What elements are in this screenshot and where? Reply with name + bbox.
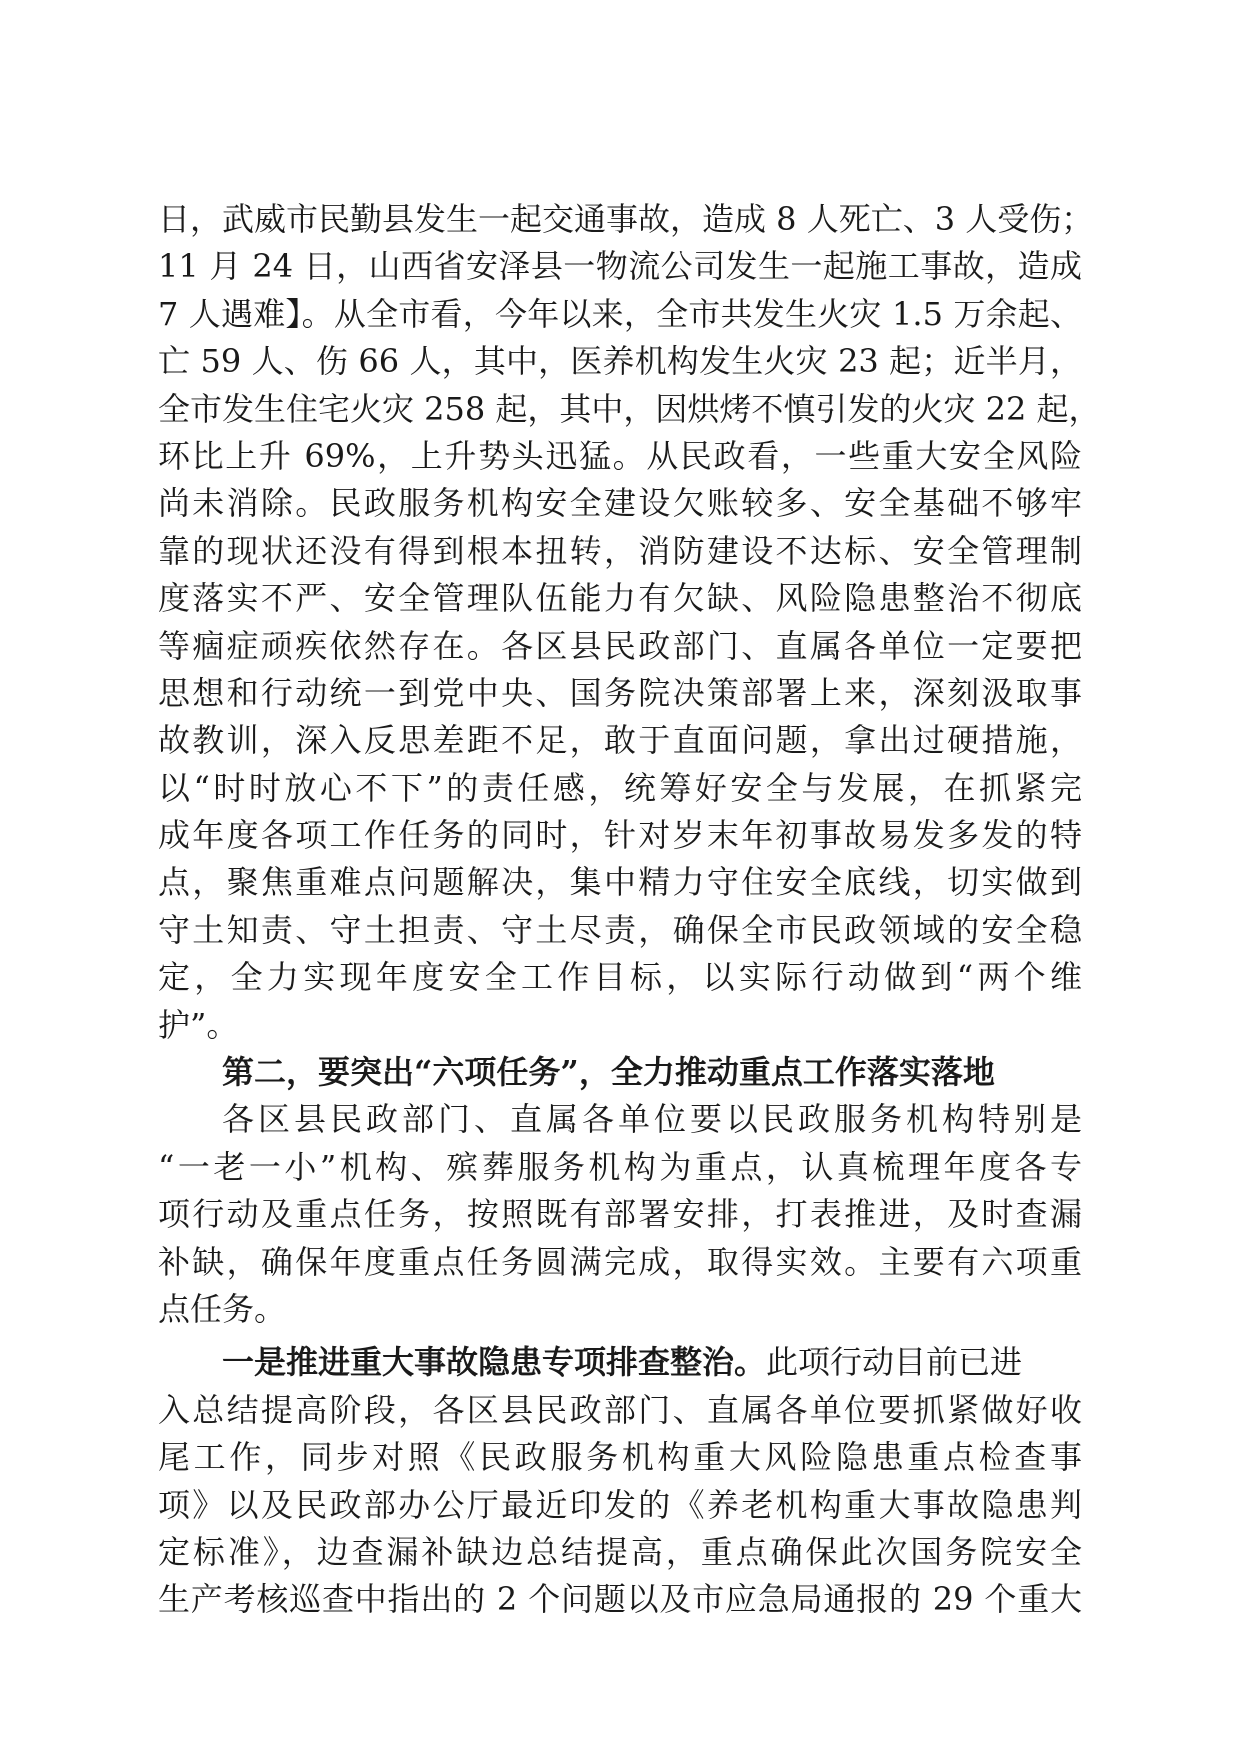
text-line: 尾工作，同步对照《民政服务机构重大风险隐患重点检查事 — [158, 1438, 1082, 1477]
text-line: 成年度各项工作任务的同时，针对岁末年初事故易发多发的特 — [158, 816, 1082, 855]
text-line: 点，聚焦重难点问题解决，集中精力守住安全底线，切实做到 — [158, 863, 1082, 902]
text-line: 生产考核巡查中指出的 2 个问题以及市应急局通报的 29 个重大 — [158, 1580, 1082, 1619]
text-line: 入总结提高阶段，各区县民政部门、直属各单位要抓紧做好收 — [158, 1390, 1082, 1429]
text-line: 定，全力实现年度安全工作目标，以实际行动做到“两个维 — [158, 958, 1082, 997]
text-line — [158, 1339, 1082, 1386]
text-line: 等痼症顽疾依然存在。各区县民政部门、直属各单位一定要把 — [158, 626, 1082, 665]
lead-in-bold: 一是推进重大事故隐患专项排查整治。 — [222, 1343, 767, 1382]
document-body — [158, 196, 1101, 1624]
text-line: 点任务。 — [158, 1289, 287, 1328]
text-line: 度落实不严、安全管理队伍能力有欠缺、风险隐患整治不彻底 — [158, 579, 1082, 618]
text-line: 亡 59 人、伤 66 人，其中，医养机构发生火灾 23 起；近半月， — [158, 342, 1082, 381]
text-line: 守土知责、守土担责、守土尽责，确保全市民政领域的安全稳 — [158, 910, 1082, 949]
text-line: 定标准》，边查漏补缺边总结提高，重点确保此次国务院安全 — [158, 1532, 1082, 1571]
text-line: 思想和行动统一到党中央、国务院决策部署上来，深刻汲取事 — [158, 673, 1082, 712]
text-line: 日，武威市民勤县发生一起交通事故，造成 8 人死亡、3 人受伤； — [158, 200, 1094, 238]
paragraph — [158, 1096, 1082, 1333]
text-line: 环比上升 69%，上升势头迅猛。从民政看，一些重大安全风险 — [158, 436, 1082, 475]
text-line: 护”。 — [158, 1005, 239, 1044]
text-line: 各区县民政部门、直属各单位要以民政服务机构特别是 — [222, 1100, 1082, 1139]
paragraph — [158, 1339, 1082, 1623]
text-line: 靠的现状还没有得到根本扭转，消防建设不达标、安全管理制 — [158, 531, 1082, 570]
paragraph-continued — [158, 196, 1101, 1049]
text-line: 7 人遇难】。从全市看，今年以来，全市共发生火灾 1.5 万余起、 — [158, 294, 1082, 333]
text-line: 项》以及民政部办公厅最近印发的《养老机构重大事故隐患判 — [158, 1485, 1082, 1524]
text-line: 以“时时放心不下”的责任感，统筹好安全与发展，在抓紧完 — [158, 768, 1082, 807]
text-line: 项行动及重点任务，按照既有部署安排，打表推进，及时查漏 — [158, 1195, 1082, 1234]
text-line: 补缺，确保年度重点任务圆满完成，取得实效。主要有六项重 — [158, 1242, 1082, 1281]
text-line: 全市发生住宅火灾 258 起，其中，因烘烤不慎引发的火灾 22 起， — [158, 389, 1101, 428]
text-line: “一老一小”机构、殡葬服务机构为重点，认真梳理年度各专 — [158, 1147, 1082, 1186]
text-line: 11 月 24 日，山西省安泽县一物流公司发生一起施工事故，造成 — [158, 247, 1082, 286]
text-line: 尚未消除。民政服务机构安全建设欠账较多、安全基础不够牢 — [158, 484, 1082, 523]
lead-in-rest: 此项行动目前已进 — [766, 1343, 1023, 1382]
text-line: 故教训，深入反思差距不足，敢于直面问题，拿出过硬措施， — [158, 721, 1082, 760]
section-heading: 第二，要突出“六项任务”，全力推动重点工作落实落地 — [222, 1053, 995, 1092]
